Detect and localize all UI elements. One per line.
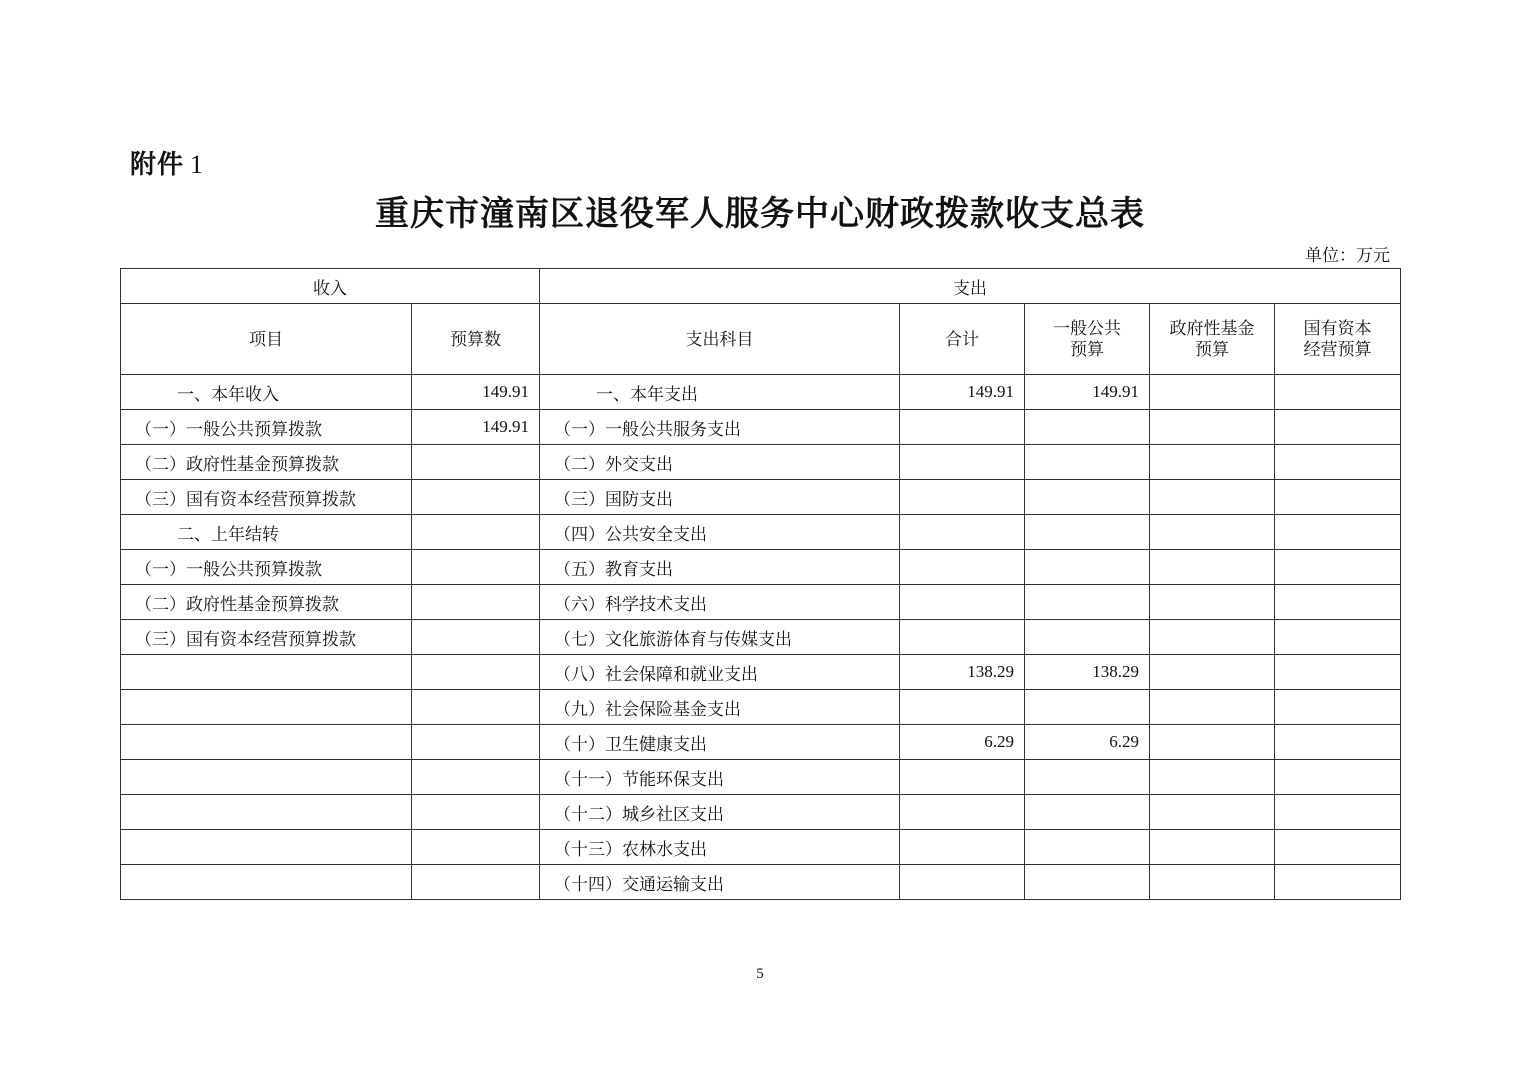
expense-general-cell bbox=[1025, 865, 1150, 900]
income-budget-cell: 149.91 bbox=[412, 410, 540, 445]
page-title: 重庆市潼南区退役军人服务中心财政拨款收支总表 bbox=[375, 194, 1145, 234]
expense-total-cell bbox=[900, 830, 1025, 865]
expense-subject-cell: （十一）节能环保支出 bbox=[540, 760, 900, 795]
expense-fund-cell bbox=[1150, 620, 1275, 655]
expense-state-cell bbox=[1275, 865, 1401, 900]
expense-fund-cell bbox=[1150, 655, 1275, 690]
expense-state-cell bbox=[1275, 375, 1401, 410]
expense-general-cell bbox=[1025, 690, 1150, 725]
expense-subject-cell: 一、本年支出 bbox=[540, 375, 900, 410]
expense-subject-cell: （六）科学技术支出 bbox=[540, 585, 900, 620]
expense-general-cell bbox=[1025, 480, 1150, 515]
income-budget-cell bbox=[412, 515, 540, 550]
expense-state-cell bbox=[1275, 655, 1401, 690]
expense-subject-cell: （十三）农林水支出 bbox=[540, 830, 900, 865]
expense-general-cell bbox=[1025, 550, 1150, 585]
income-item-cell bbox=[121, 655, 412, 690]
expense-subject-cell: （十二）城乡社区支出 bbox=[540, 795, 900, 830]
income-budget-cell bbox=[412, 445, 540, 480]
expense-total-cell bbox=[900, 585, 1025, 620]
table-row bbox=[121, 830, 1401, 865]
income-item-cell: （三）国有资本经营预算拨款 bbox=[121, 480, 412, 515]
table-row bbox=[121, 690, 1401, 725]
table-row bbox=[121, 760, 1401, 795]
expense-general-cell: 6.29 bbox=[1025, 725, 1150, 760]
income-item-cell: （一）一般公共预算拨款 bbox=[121, 410, 412, 445]
income-budget-cell bbox=[412, 830, 540, 865]
income-budget-cell bbox=[412, 655, 540, 690]
income-header: 收入 bbox=[121, 269, 540, 304]
income-budget-cell bbox=[412, 795, 540, 830]
expense-fund-cell bbox=[1150, 480, 1275, 515]
expense-fund-cell bbox=[1150, 550, 1275, 585]
expense-fund-cell bbox=[1150, 865, 1275, 900]
expense-fund-cell bbox=[1150, 585, 1275, 620]
expense-general-cell: 138.29 bbox=[1025, 655, 1150, 690]
expense-state-cell bbox=[1275, 760, 1401, 795]
col-budget-header: 预算数 bbox=[412, 304, 540, 375]
expense-total-cell bbox=[900, 795, 1025, 830]
expense-subject-cell: （七）文化旅游体育与传媒支出 bbox=[540, 620, 900, 655]
expense-header: 支出 bbox=[540, 269, 1401, 304]
column-header-row bbox=[121, 304, 1401, 375]
expense-subject-cell: （三）国防支出 bbox=[540, 480, 900, 515]
expense-subject-cell: （四）公共安全支出 bbox=[540, 515, 900, 550]
section-header-row bbox=[121, 269, 1401, 304]
col-state-line1: 国有资本 bbox=[1303, 319, 1372, 338]
expense-state-cell bbox=[1275, 795, 1401, 830]
attachment-label bbox=[130, 144, 204, 181]
expense-general-cell bbox=[1025, 830, 1150, 865]
income-budget-cell bbox=[412, 550, 540, 585]
expense-total-cell bbox=[900, 410, 1025, 445]
expense-fund-cell bbox=[1150, 375, 1275, 410]
col-state-line2: 经营预算 bbox=[1303, 340, 1372, 359]
expense-subject-cell: （十）卫生健康支出 bbox=[540, 725, 900, 760]
col-item-header: 项目 bbox=[121, 304, 412, 375]
expense-subject-cell: （八）社会保障和就业支出 bbox=[540, 655, 900, 690]
income-budget-cell bbox=[412, 480, 540, 515]
expense-total-cell bbox=[900, 550, 1025, 585]
page-number: 5 bbox=[756, 966, 764, 982]
col-fund-header bbox=[1150, 304, 1275, 375]
col-general-line2: 预算 bbox=[1070, 340, 1104, 359]
table-row bbox=[121, 515, 1401, 550]
expense-state-cell bbox=[1275, 690, 1401, 725]
expense-fund-cell bbox=[1150, 690, 1275, 725]
expense-fund-cell bbox=[1150, 795, 1275, 830]
expense-fund-cell bbox=[1150, 830, 1275, 865]
expense-total-cell: 6.29 bbox=[900, 725, 1025, 760]
expense-fund-cell bbox=[1150, 760, 1275, 795]
col-total-header: 合计 bbox=[900, 304, 1025, 375]
income-item-cell: （二）政府性基金预算拨款 bbox=[121, 585, 412, 620]
expense-total-cell bbox=[900, 865, 1025, 900]
expense-state-cell bbox=[1275, 620, 1401, 655]
income-item-cell bbox=[121, 725, 412, 760]
budget-table bbox=[120, 268, 1401, 900]
col-fund-line1: 政府性基金 bbox=[1169, 319, 1255, 338]
expense-general-cell: 149.91 bbox=[1025, 375, 1150, 410]
unit-label: 单位：万元 bbox=[1305, 246, 1390, 265]
income-budget-cell bbox=[412, 690, 540, 725]
income-item-cell: （二）政府性基金预算拨款 bbox=[121, 445, 412, 480]
table-row bbox=[121, 585, 1401, 620]
col-subject-header: 支出科目 bbox=[540, 304, 900, 375]
expense-state-cell bbox=[1275, 515, 1401, 550]
expense-general-cell bbox=[1025, 760, 1150, 795]
income-item-cell bbox=[121, 865, 412, 900]
col-general-header bbox=[1025, 304, 1150, 375]
expense-total-cell bbox=[900, 760, 1025, 795]
income-budget-cell bbox=[412, 760, 540, 795]
expense-total-cell: 149.91 bbox=[900, 375, 1025, 410]
expense-general-cell bbox=[1025, 795, 1150, 830]
income-item-cell bbox=[121, 795, 412, 830]
expense-subject-cell: （一）一般公共服务支出 bbox=[540, 410, 900, 445]
table-row bbox=[121, 550, 1401, 585]
expense-state-cell bbox=[1275, 410, 1401, 445]
expense-state-cell bbox=[1275, 725, 1401, 760]
table-row bbox=[121, 725, 1401, 760]
expense-state-cell bbox=[1275, 585, 1401, 620]
expense-subject-cell: （二）外交支出 bbox=[540, 445, 900, 480]
expense-total-cell bbox=[900, 515, 1025, 550]
income-budget-cell bbox=[412, 585, 540, 620]
table-row bbox=[121, 620, 1401, 655]
expense-state-cell bbox=[1275, 445, 1401, 480]
expense-fund-cell bbox=[1150, 515, 1275, 550]
income-item-cell bbox=[121, 760, 412, 795]
expense-total-cell bbox=[900, 690, 1025, 725]
table-row bbox=[121, 480, 1401, 515]
expense-subject-cell: （十四）交通运输支出 bbox=[540, 865, 900, 900]
income-budget-cell bbox=[412, 865, 540, 900]
income-budget-cell bbox=[412, 725, 540, 760]
expense-total-cell: 138.29 bbox=[900, 655, 1025, 690]
income-item-cell bbox=[121, 690, 412, 725]
expense-subject-cell: （九）社会保险基金支出 bbox=[540, 690, 900, 725]
col-state-header bbox=[1275, 304, 1401, 375]
table-row bbox=[121, 375, 1401, 410]
col-fund-line2: 预算 bbox=[1195, 340, 1229, 359]
expense-total-cell bbox=[900, 445, 1025, 480]
expense-fund-cell bbox=[1150, 445, 1275, 480]
attachment-number: 1 bbox=[190, 150, 205, 179]
attachment-text: 附件 bbox=[130, 150, 185, 180]
expense-fund-cell bbox=[1150, 725, 1275, 760]
expense-general-cell bbox=[1025, 445, 1150, 480]
expense-general-cell bbox=[1025, 620, 1150, 655]
table-row bbox=[121, 865, 1401, 900]
table-row bbox=[121, 445, 1401, 480]
expense-state-cell bbox=[1275, 480, 1401, 515]
expense-state-cell bbox=[1275, 550, 1401, 585]
expense-fund-cell bbox=[1150, 410, 1275, 445]
income-item-cell bbox=[121, 830, 412, 865]
expense-total-cell bbox=[900, 620, 1025, 655]
income-item-cell: （一）一般公共预算拨款 bbox=[121, 550, 412, 585]
income-item-cell: 二、上年结转 bbox=[121, 515, 412, 550]
expense-general-cell bbox=[1025, 515, 1150, 550]
expense-state-cell bbox=[1275, 830, 1401, 865]
expense-total-cell bbox=[900, 480, 1025, 515]
income-budget-cell: 149.91 bbox=[412, 375, 540, 410]
income-budget-cell bbox=[412, 620, 540, 655]
expense-general-cell bbox=[1025, 410, 1150, 445]
income-item-cell: （三）国有资本经营预算拨款 bbox=[121, 620, 412, 655]
table-row bbox=[121, 655, 1401, 690]
income-item-cell: 一、本年收入 bbox=[121, 375, 412, 410]
col-general-line1: 一般公共 bbox=[1053, 319, 1121, 338]
table-row bbox=[121, 795, 1401, 830]
table-row bbox=[121, 410, 1401, 445]
expense-general-cell bbox=[1025, 585, 1150, 620]
expense-subject-cell: （五）教育支出 bbox=[540, 550, 900, 585]
